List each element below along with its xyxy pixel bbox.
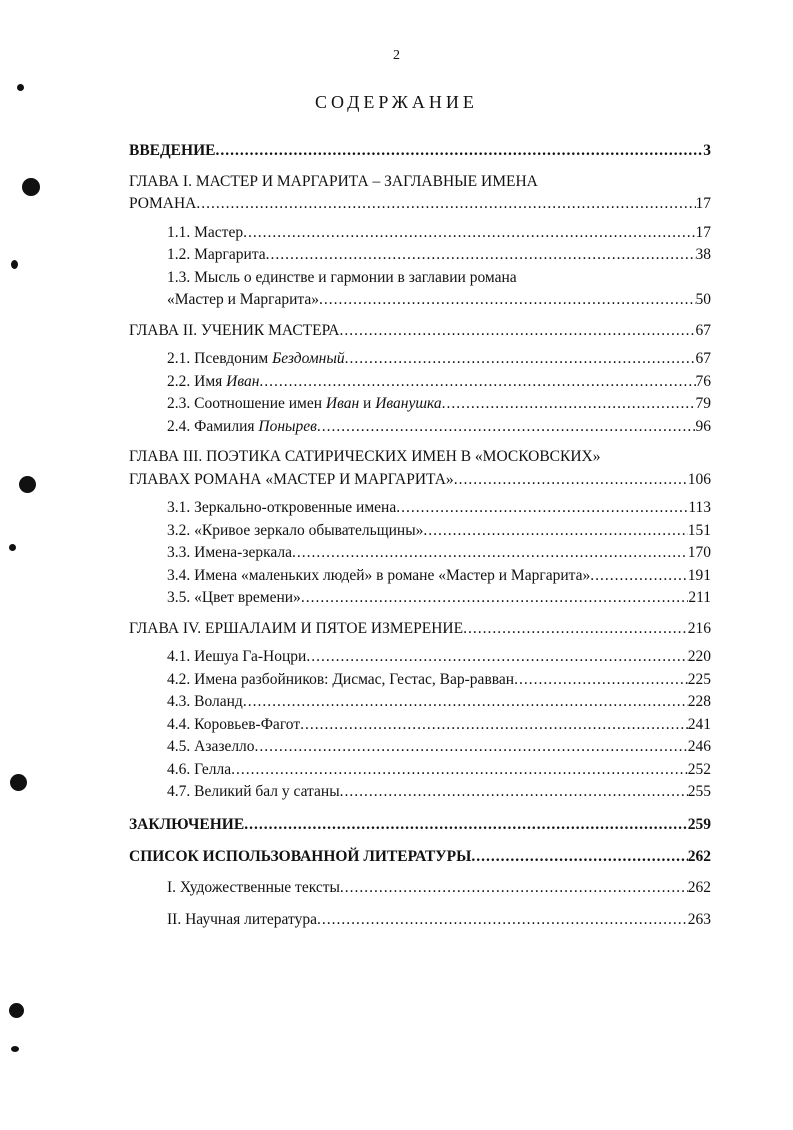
- toc-page: 255: [687, 783, 711, 800]
- toc-page: 225: [687, 670, 711, 688]
- page-number: 2: [393, 48, 400, 63]
- toc-label: ГЛАВА II. УЧЕНИК МАСТЕРА: [129, 321, 340, 339]
- toc-entry: [167, 714, 711, 737]
- leader-dots: [396, 497, 688, 520]
- leader-dots: [196, 193, 695, 216]
- leader-dots: [514, 669, 688, 692]
- toc-entry: [167, 736, 711, 759]
- toc-entry: [167, 244, 711, 267]
- toc-page: 96: [695, 417, 711, 435]
- toc-entry: [167, 691, 711, 714]
- punch-hole: [11, 260, 18, 269]
- leader-dots: [471, 846, 687, 869]
- toc-chapter-2: [129, 320, 711, 343]
- toc-page: 79: [695, 395, 711, 412]
- toc-entry: [167, 348, 711, 371]
- toc-label: СПИСОК ИСПОЛЬЗОВАННОЙ ЛИТЕРАТУРЫ: [129, 848, 472, 865]
- toc-entry: [167, 371, 711, 394]
- leader-dots: [292, 542, 688, 565]
- toc-entry-intro: [129, 140, 711, 163]
- toc-label: 3.3. Имена-зеркала: [167, 544, 293, 561]
- leader-dots: [454, 469, 688, 492]
- leader-dots: [266, 244, 696, 267]
- toc-subsections-4: [129, 646, 711, 804]
- leader-dots: [259, 371, 695, 394]
- toc-label: 4.1. Иешуа Га-Ноцри: [167, 648, 307, 665]
- toc-page: 211: [688, 589, 711, 606]
- toc-label-italic: Понырев: [258, 417, 317, 435]
- toc-label-italic: Иван: [325, 395, 360, 412]
- toc-entry: [167, 781, 711, 804]
- punch-hole: [9, 544, 16, 551]
- toc-label: ГЛАВА IV. ЕРШАЛАИМ И ПЯТОЕ ИЗМЕРЕНИЕ: [129, 619, 464, 637]
- toc-entry: [167, 222, 711, 245]
- leader-dots: [590, 565, 688, 588]
- toc-page: 246: [687, 738, 711, 755]
- toc-entry: [167, 542, 711, 565]
- toc-entry: [167, 497, 711, 520]
- punch-hole: [9, 1003, 24, 1018]
- toc-label: ЗАКЛЮЧЕНИЕ: [129, 815, 245, 833]
- leader-dots: [244, 814, 688, 837]
- leader-dots: [255, 736, 688, 759]
- toc-page: 17: [695, 195, 711, 212]
- toc-label: 4.7. Великий бал у сатаны: [167, 783, 340, 800]
- toc-page: 220: [687, 648, 711, 665]
- toc-page: 191: [687, 566, 711, 584]
- punch-hole: [22, 178, 40, 196]
- toc-label: 4.6. Гелла: [167, 760, 232, 778]
- toc-entry: [167, 759, 711, 782]
- toc-label: 1.2. Маргарита: [167, 246, 266, 263]
- toc-page: 259: [687, 815, 711, 833]
- toc-label-italic: Иван: [226, 372, 260, 390]
- toc-label: 2.1. Псевдоним: [167, 350, 273, 367]
- toc-entry: [167, 393, 711, 416]
- toc-entry: [167, 669, 711, 692]
- toc-subsections-bibliography: [129, 877, 711, 932]
- toc-chapter-4: [129, 618, 711, 641]
- leader-dots: [317, 909, 688, 932]
- toc-label: 3.4. Имена «маленьких людей» в романе «Мастер и Маргарита»: [167, 566, 591, 584]
- toc-label: II. Научная литература: [167, 911, 317, 928]
- toc-label: 2.4. Фамилия: [167, 417, 259, 435]
- toc-label-italic: Иванушка: [375, 395, 442, 412]
- leader-dots: [243, 691, 688, 714]
- toc-label: ГЛАВАХ РОМАНА «МАСТЕР И МАРГАРИТА»: [129, 470, 454, 488]
- toc-page: 216: [687, 619, 711, 637]
- toc-label: 1.3. Мысль о единстве и гармонии в заглавии романа: [167, 268, 517, 286]
- punch-hole: [19, 476, 36, 493]
- table-of-contents: [129, 140, 711, 932]
- toc-subsections-3: [129, 497, 711, 610]
- toc-entry: [167, 520, 711, 543]
- toc-entry: [167, 877, 711, 900]
- toc-page: 17: [695, 223, 711, 241]
- leader-dots: [345, 348, 696, 371]
- toc-page: 113: [688, 499, 711, 516]
- toc-page: 252: [687, 760, 711, 778]
- toc-page: 67: [695, 321, 711, 339]
- leader-dots: [215, 140, 703, 163]
- toc-label: 4.4. Коровьев-Фагот: [167, 715, 301, 733]
- leader-dots: [300, 714, 688, 737]
- toc-label: 3.2. «Кривое зеркало обывательщины»: [167, 521, 424, 539]
- leader-dots: [423, 520, 687, 543]
- toc-entry: [167, 565, 711, 588]
- toc-page: 67: [695, 350, 711, 367]
- leader-dots: [243, 222, 695, 245]
- leader-dots: [319, 289, 695, 312]
- leader-dots: [317, 416, 696, 439]
- toc-page: 151: [687, 521, 711, 539]
- leader-dots: [340, 877, 688, 900]
- leader-dots: [306, 646, 687, 669]
- toc-chapter-1: [129, 171, 711, 216]
- toc-page: 263: [687, 911, 711, 928]
- toc-label: и: [359, 395, 376, 412]
- toc-page: 50: [695, 291, 711, 308]
- toc-entry: [167, 909, 711, 932]
- toc-label: 4.3. Воланд: [167, 693, 243, 710]
- punch-hole: [17, 84, 24, 91]
- toc-entry-bibliography: [129, 846, 711, 869]
- leader-dots: [339, 320, 695, 343]
- toc-label: 3.5. «Цвет времени»: [167, 589, 301, 606]
- toc-page: 262: [687, 878, 711, 896]
- toc-page: 38: [695, 246, 711, 263]
- toc-page: 76: [695, 372, 711, 390]
- leader-dots: [340, 781, 688, 804]
- toc-label: 1.1. Мастер: [167, 223, 244, 241]
- leader-dots: [463, 618, 688, 641]
- toc-page: 241: [687, 715, 711, 733]
- punch-hole: [10, 774, 27, 791]
- leader-dots: [442, 393, 696, 416]
- toc-page: 106: [687, 470, 711, 488]
- toc-label: «Мастер и Маргарита»: [167, 291, 320, 308]
- toc-entry: [167, 289, 711, 312]
- toc-subsections-1: [129, 222, 711, 312]
- toc-page: 3: [703, 142, 711, 159]
- toc-label: РОМАНА: [129, 195, 197, 212]
- leader-dots: [231, 759, 688, 782]
- toc-entry: [167, 587, 711, 610]
- toc-entry: [167, 416, 711, 439]
- toc-page: 170: [687, 544, 711, 561]
- toc-entry: [167, 646, 711, 669]
- toc-subsections-2: [129, 348, 711, 438]
- toc-label: 2.3. Соотношение имен: [167, 395, 326, 412]
- leader-dots: [301, 587, 689, 610]
- punch-hole: [11, 1046, 19, 1052]
- toc-label: 2.2. Имя: [167, 372, 227, 390]
- toc-label: ГЛАВА I. МАСТЕР И МАРГАРИТА – ЗАГЛАВНЫЕ ИМЕНА: [129, 172, 538, 190]
- toc-entry-conclusion: [129, 814, 711, 837]
- page-title: СОДЕРЖАНИЕ: [315, 92, 478, 112]
- toc-label: I. Художественные тексты: [167, 878, 340, 896]
- toc-page: 228: [687, 693, 711, 710]
- toc-label-italic: Бездомный: [272, 350, 345, 367]
- toc-chapter-3: [129, 446, 711, 491]
- toc-label: 4.5. Азазелло: [167, 738, 255, 755]
- toc-label: 4.2. Имена разбойников: Дисмас, Гестас, Вар-равван: [167, 670, 515, 688]
- toc-page: 262: [687, 848, 711, 865]
- toc-label: ГЛАВА III. ПОЭТИКА САТИРИЧЕСКИХ ИМЕН В «МОСКОВСКИХ»: [129, 448, 601, 465]
- toc-label: 3.1. Зеркально-откровенные имена: [167, 499, 397, 516]
- toc-label: ВВЕДЕНИЕ: [129, 142, 216, 159]
